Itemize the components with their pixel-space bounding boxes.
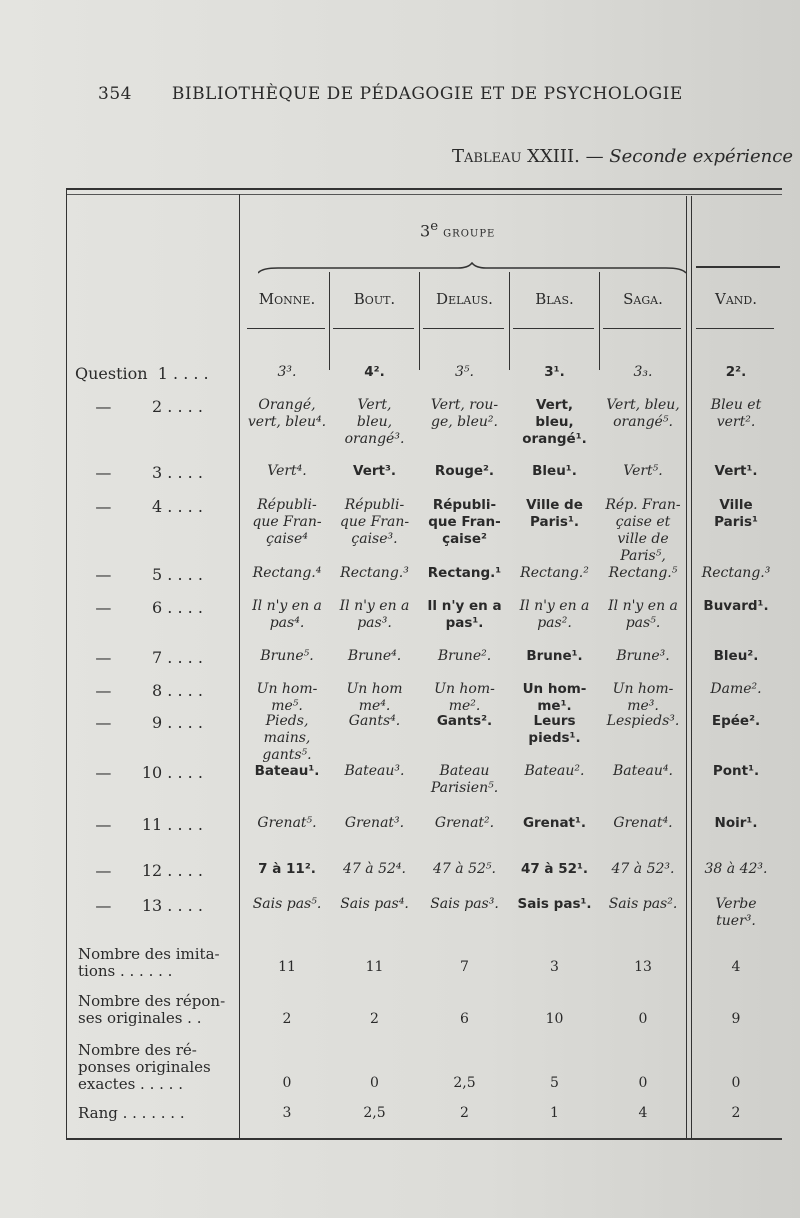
answer-cell: 3¹. [544, 364, 565, 380]
answer-cell: Bateau². [524, 763, 585, 779]
summary-value: 11 [278, 959, 296, 975]
question-label: — 5 . . . . [75, 565, 203, 584]
question-label: — 6 . . . . [75, 598, 203, 617]
answer-cell: Il n'y en a pas¹. [427, 598, 502, 631]
answer-cell: Rectang.² [520, 565, 589, 581]
answer-cell: Républi- que Fran- çaise³. [339, 497, 410, 547]
answer-cell: Un hom- me³. [612, 681, 674, 714]
answer-cell: Grenat⁴. [613, 815, 673, 831]
answer-cell: Rectang.³ [701, 565, 771, 581]
group-heading [420, 219, 495, 240]
answer-cell: Rouge². [434, 463, 495, 479]
table-number: Tableau XXIII. [452, 146, 580, 167]
summary-value: 2 [370, 1011, 379, 1027]
answer-cell: Bateau³. [344, 763, 405, 779]
group-number-suffix: e [430, 219, 439, 234]
summary-value: 2 [731, 1105, 741, 1121]
summary-value: 5 [550, 1075, 559, 1091]
group-divider-right [691, 196, 692, 1140]
summary-value: 4 [731, 959, 741, 975]
column-header: Blas. [535, 290, 574, 308]
summary-value: 0 [638, 1011, 648, 1027]
table-left-border [66, 188, 67, 1140]
answer-cell: Gants². [436, 713, 493, 729]
column-header-rule [333, 328, 414, 329]
question-label: — 4 . . . . [75, 497, 203, 516]
answer-cell: Un hom- me². [434, 681, 495, 714]
group-brace [258, 262, 686, 274]
answer-cell: Vert¹. [714, 463, 758, 479]
summary-value: 2,5 [363, 1105, 386, 1121]
table-top-rule-thin [66, 194, 782, 195]
answer-cell: 47 à 52³. [611, 861, 675, 877]
answer-cell: Il n'y en a pas³. [339, 598, 410, 631]
column-header-rule [696, 328, 774, 329]
running-title: BIBLIOTHÈQUE DE PÉDAGOGIE ET DE PSYCHOLOGIE [171, 84, 683, 104]
answer-cell: 3₃. [633, 364, 653, 380]
answer-cell: 38 à 42³. [704, 861, 768, 877]
answer-cell: Sais pas³. [430, 896, 499, 912]
summary-value: 2 [282, 1011, 292, 1027]
answer-cell: Grenat¹. [522, 815, 587, 831]
page-number: 354 [98, 84, 132, 104]
summary-label: Rang . . . . . . . [78, 1104, 185, 1122]
summary-value: 3 [550, 959, 559, 975]
answer-cell: Un hom- me⁵. [256, 681, 318, 714]
answer-cell: 3⁵. [455, 364, 474, 380]
answer-cell: 47 à 52⁴. [343, 861, 406, 877]
answer-cell: 3³. [277, 364, 297, 380]
table-caption [452, 146, 793, 167]
question-label: — 12 . . . . [75, 861, 203, 880]
summary-label: Nombre des imita- tions . . . . . . [78, 945, 220, 980]
answer-cell: Vert, bleu, orangé⁵. [606, 397, 680, 430]
answer-cell: Sais pas⁴. [340, 896, 409, 912]
summary-value: 10 [545, 1011, 564, 1027]
table-top-rule [66, 188, 782, 190]
answer-cell: Vert, bleu, orangé³. [344, 397, 405, 447]
answer-cell: Brune². [437, 648, 492, 664]
column-header-rule [513, 328, 594, 329]
answer-cell: Vert⁵. [623, 463, 663, 479]
answer-cell: 2². [725, 364, 747, 380]
col-divider-2 [419, 272, 420, 370]
summary-value: 0 [638, 1075, 648, 1091]
answer-cell: Un hom me⁴. [346, 681, 403, 714]
question-label: — 11 . . . . [75, 815, 203, 834]
answer-cell: Grenat². [434, 815, 495, 831]
summary-value: 13 [634, 959, 652, 975]
answer-cell: Il n'y en a pas⁴. [252, 598, 322, 631]
answer-cell: 47 à 52¹. [520, 861, 589, 877]
answer-cell: Rectang.⁵ [608, 565, 678, 581]
experience-label: Seconde expérience [609, 146, 794, 167]
answer-cell: 4². [364, 364, 385, 380]
answer-cell: Vert⁴. [267, 463, 307, 479]
column-header: Bout. [353, 290, 396, 308]
question-label: — 10 . . . . [75, 763, 203, 782]
summary-value: 7 [460, 959, 469, 975]
answer-cell: Républi- que Fran- çaise² [428, 497, 501, 547]
summary-value: 0 [731, 1075, 741, 1091]
summary-value: 4 [638, 1105, 648, 1121]
answer-cell: Dame². [710, 681, 762, 697]
answer-cell: 47 à 52⁵. [433, 861, 496, 877]
vand-group-rule [696, 266, 780, 268]
summary-value: 3 [282, 1105, 292, 1121]
answer-cell: 7 à 11². [258, 861, 316, 877]
question-label: — 9 . . . . [75, 713, 203, 732]
column-header: Monne. [258, 290, 316, 308]
question-label: — 3 . . . . [75, 463, 203, 482]
summary-value: 0 [282, 1075, 292, 1091]
column-header-rule [247, 328, 325, 329]
question-label: — 8 . . . . [75, 681, 203, 700]
summary-value: 11 [365, 959, 384, 975]
answer-cell: Brune⁴. [347, 648, 402, 664]
answer-cell: Noir¹. [714, 815, 758, 831]
answer-cell: Ville Paris¹ [714, 497, 758, 530]
running-header [98, 84, 683, 104]
col-divider-4 [599, 272, 600, 370]
answer-cell: Il n'y en a pas⁵. [608, 598, 678, 631]
column-header: Vand. [715, 290, 757, 308]
answer-cell: Vert, rou- ge, bleu². [430, 397, 499, 430]
answer-cell: Gants⁴. [348, 713, 401, 729]
summary-value: 9 [731, 1011, 741, 1027]
answer-cell: Lespieds³. [606, 713, 680, 729]
answer-cell: Pont¹. [712, 763, 760, 779]
question-label: — 13 . . . . [75, 896, 203, 915]
summary-value: 1 [550, 1105, 559, 1121]
answer-cell: Pieds, mains, gants⁵. [262, 713, 312, 763]
col-divider-3 [509, 272, 510, 370]
answer-cell: Bleu². [713, 648, 759, 664]
answer-cell: Ville de Paris¹. [526, 497, 583, 530]
answer-cell: Sais pas². [608, 896, 678, 912]
column-header: Delaus. [436, 290, 493, 308]
answer-cell: Un hom- me¹. [522, 681, 587, 714]
summary-label: Nombre des ré- ponses originales exactes . . . . . [78, 1041, 211, 1093]
summary-value: 0 [370, 1075, 379, 1091]
answer-cell: Bateau Parisien⁵. [430, 763, 499, 796]
answer-cell: Vert, bleu, orangé¹. [522, 397, 587, 447]
answer-cell: Rectang.⁴ [252, 565, 322, 581]
col-divider-1 [329, 272, 330, 370]
answer-cell: Il n'y en a pas². [519, 598, 590, 631]
answer-cell: Bleu et vert². [710, 397, 762, 430]
answer-cell: Bateau⁴. [613, 763, 673, 779]
answer-cell: Rép. Fran- çaise et ville de Paris⁵, [605, 497, 681, 564]
answer-cell: Rectang.³ [340, 565, 409, 581]
summary-label: Nombre des répon- ses originales . . [78, 992, 226, 1027]
summary-value: 2 [460, 1105, 469, 1121]
table-bottom-rule [66, 1138, 782, 1140]
answer-cell: Buvard¹. [703, 598, 769, 614]
answer-cell: Brune³. [616, 648, 670, 664]
summary-value: 2,5 [453, 1075, 476, 1091]
answer-cell: Sais pas⁵. [252, 896, 322, 912]
answer-cell: Verbe tuer³. [715, 896, 757, 929]
column-header-rule [603, 328, 681, 329]
group-label: groupe [443, 224, 496, 241]
caption-dash: — [585, 146, 604, 167]
question-label: — 7 . . . . [75, 648, 203, 667]
answer-cell: Epée². [711, 713, 761, 729]
stub-column-divider [239, 194, 240, 1140]
answer-cell: Républi- que Fran- çaise⁴ [252, 497, 322, 547]
question-label: — 2 . . . . [75, 397, 203, 416]
answer-cell: Grenat³. [344, 815, 405, 831]
answer-cell: Leurs pieds¹. [528, 713, 581, 746]
answer-cell: Vert³. [352, 463, 397, 479]
summary-value: 6 [460, 1011, 469, 1027]
answer-cell: Bleu¹. [532, 463, 577, 479]
answer-cell: Brune⁵. [260, 648, 314, 664]
group-number: 3 [420, 221, 431, 241]
group-divider-left [686, 196, 687, 1140]
answer-cell: Bateau¹. [254, 763, 320, 779]
question-label: Question 1 . . . . [75, 364, 209, 383]
answer-cell: Brune¹. [526, 648, 583, 664]
column-header: Saga. [623, 290, 663, 308]
column-header-rule [423, 328, 504, 329]
answer-cell: Sais pas¹. [517, 896, 592, 912]
answer-cell: Rectang.¹ [427, 565, 502, 581]
answer-cell: Orangé, vert, bleu⁴. [247, 397, 327, 430]
answer-cell: Grenat⁵. [257, 815, 317, 831]
